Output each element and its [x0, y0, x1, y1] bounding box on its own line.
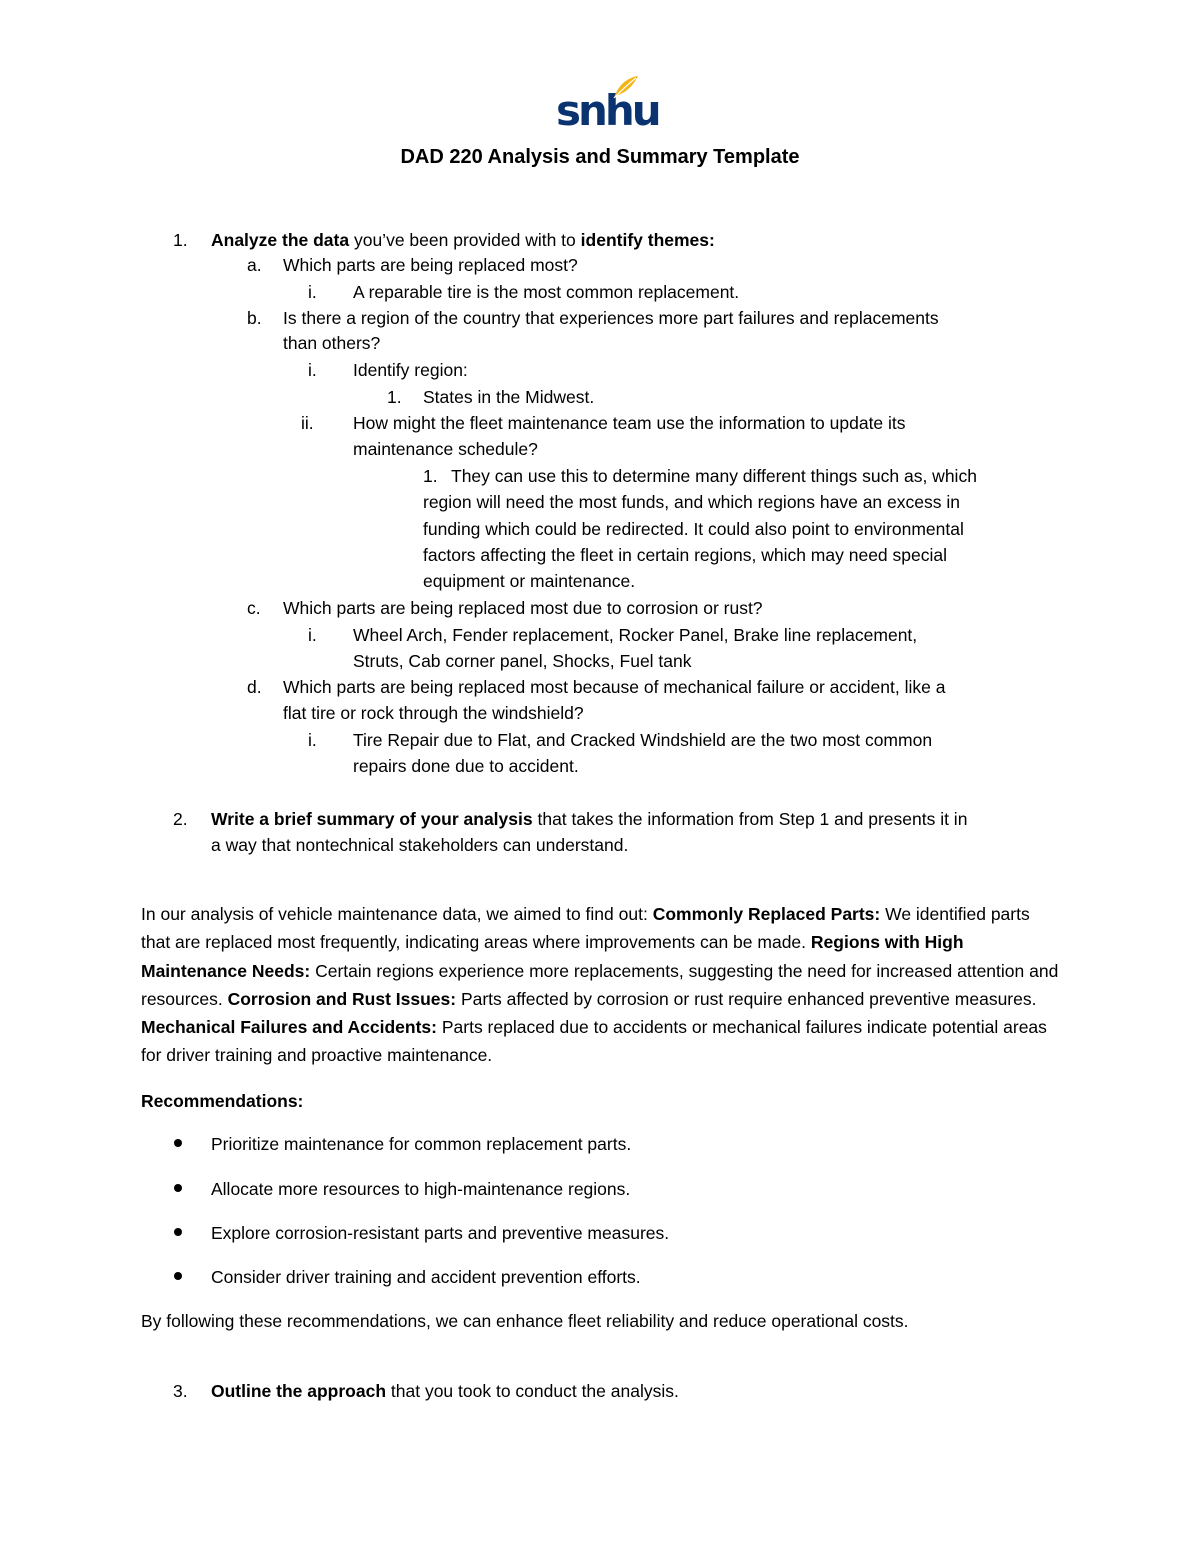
q1c-i-marker: i.	[308, 625, 317, 645]
q1c-i-line1: Wheel Arch, Fender replacement, Rocker Panel, Brake line replacement,	[353, 625, 918, 645]
q1b-ii-line2: maintenance schedule?	[353, 439, 538, 459]
q1d-text-line2: flat tire or rock through the windshield?	[283, 703, 584, 723]
q1d-i-line2: repairs done due to accident.	[353, 756, 579, 776]
q1b-marker: b.	[247, 308, 262, 328]
q1b-ii-1-line5: equipment or maintenance.	[423, 571, 636, 591]
q1b-ii-1-line3: funding which could be redirected. It could also point to environmental	[423, 519, 964, 539]
q1b-ii-line1: How might the fleet maintenance team use the information to update its	[353, 413, 906, 433]
q1b-ii-1-marker: 1.	[423, 466, 438, 486]
recommendation-item: Explore corrosion-resistant parts and preventive measures.	[211, 1223, 670, 1243]
recommendation-item: Prioritize maintenance for common replacement parts.	[211, 1134, 632, 1154]
q1b-i-marker: i.	[308, 360, 317, 380]
q1b-text-line1: Is there a region of the country that experiences more part failures and replacements	[283, 308, 939, 328]
bullet-icon	[174, 1228, 182, 1236]
q1a-text: Which parts are being replaced most?	[283, 255, 578, 275]
q1b-ii-marker: ii.	[301, 413, 314, 433]
q1b-i-1-marker: 1.	[387, 387, 402, 407]
recommendation-item: Consider driver training and accident prevention efforts.	[211, 1267, 641, 1287]
q3-number: 3.	[173, 1381, 188, 1401]
recommendation-item: Allocate more resources to high-maintenance regions.	[211, 1179, 631, 1199]
q1-number: 1.	[173, 230, 188, 250]
q3-text: Outline the approach that you took to conduct the analysis.	[211, 1381, 679, 1401]
q2-text-line2: a way that nontechnical stakeholders can understand.	[211, 835, 629, 855]
q1d-i-marker: i.	[308, 730, 317, 750]
q1-text: Analyze the data you’ve been provided with to identify themes:	[211, 230, 715, 250]
q1d-i-line1: Tire Repair due to Flat, and Cracked Windshield are the two most common	[353, 730, 933, 750]
q1b-ii-1-line4: factors affecting the fleet in certain regions, which may need special	[423, 545, 947, 565]
summary-paragraph: In our analysis of vehicle maintenance data, we aimed to find out: Commonly Replaced Parts: We identified parts that are replaced most frequently, indicating areas where improvements can be made. Regions with High Maintenance Needs: Certain regions experience more replacements, suggesting the need for increased attention and resources. Corrosion and Rust Issues: Parts affected by corrosion or rust require enhanced preventive measures. Mechanical Failures and Accidents: Parts replaced due to accidents or mechanical failures indicate potential areas for driver training and proactive maintenance.	[141, 904, 1059, 1066]
q1c-marker: c.	[247, 598, 261, 618]
recommendations-heading: Recommendations:	[141, 1091, 304, 1111]
q1c-text: Which parts are being replaced most due to corrosion or rust?	[283, 598, 763, 618]
document-title: DAD 220 Analysis and Summary Template	[400, 146, 800, 168]
closing-statement: By following these recommendations, we can enhance fleet reliability and reduce operational costs.	[141, 1311, 909, 1331]
q1d-marker: d.	[247, 677, 262, 697]
bullet-icon	[174, 1184, 182, 1192]
q1b-i-1-text: States in the Midwest.	[423, 387, 595, 407]
q1b-ii-1-line2: region will need the most funds, and which regions have an excess in	[423, 492, 960, 512]
bullet-icon	[174, 1272, 182, 1280]
q1a-i-marker: i.	[308, 282, 317, 302]
q1a-i-text: A reparable tire is the most common replacement.	[353, 282, 740, 302]
snhu-logo	[556, 74, 659, 135]
q1b-ii-1-line1: They can use this to determine many different things such as, which	[451, 466, 977, 486]
q2-number: 2.	[173, 809, 188, 829]
logo-text: snhu	[556, 86, 659, 135]
leaf-icon	[610, 74, 640, 100]
q1c-i-line2: Struts, Cab corner panel, Shocks, Fuel tank	[353, 651, 692, 671]
q1d-text-line1: Which parts are being replaced most because of mechanical failure or accident, like a	[283, 677, 946, 697]
q1a-marker: a.	[247, 255, 262, 275]
bullet-icon	[174, 1139, 182, 1147]
q1b-text-line2: than others?	[283, 333, 381, 353]
q2-text-line1: Write a brief summary of your analysis that takes the information from Step 1 and presents it in	[211, 809, 968, 829]
q1b-i-text: Identify region:	[353, 360, 468, 380]
